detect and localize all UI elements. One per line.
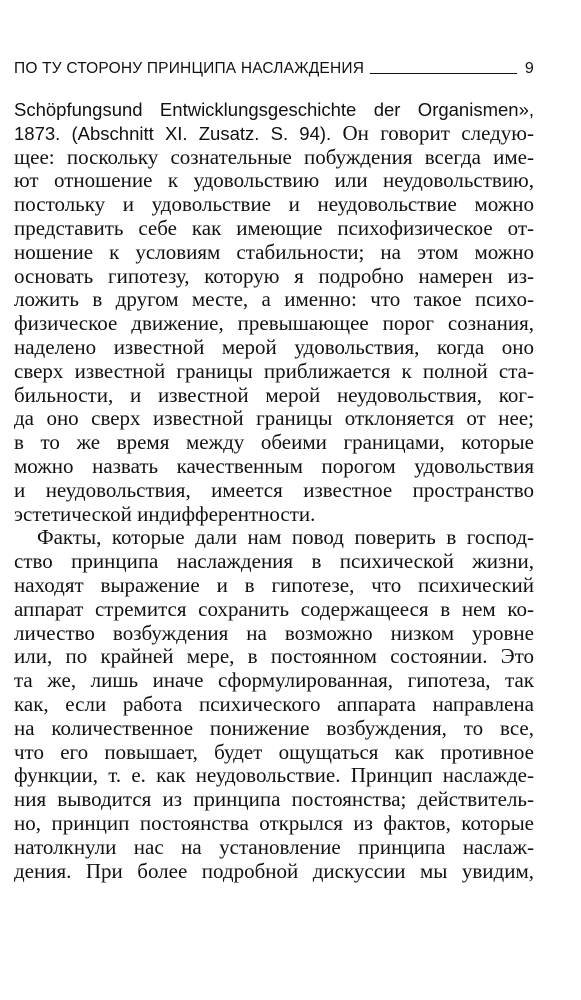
text-line: постольку и удовольствие и неудовольствие можно <box>14 192 534 217</box>
text-line: да оно сверх известной границы отклоняется от нее; <box>14 406 534 431</box>
paragraph-2 <box>14 526 534 883</box>
text-line: наделено известной мерой удовольствия, когда оно <box>14 334 534 359</box>
text-line: ют отношение к удовольствию или неудовольствию, <box>14 168 534 193</box>
text-line <box>14 122 534 146</box>
header-rule <box>370 73 517 74</box>
text-line: натолкнули нас на установление принципа наслаж- <box>14 834 534 859</box>
running-header <box>14 56 534 78</box>
text-line: физическое движение, превышающее порог сознания, <box>14 311 534 336</box>
paragraph-1 <box>14 98 534 526</box>
text-line: Schöpfungsund Entwicklungsgeschichte der Organismen», <box>14 99 534 120</box>
text-line: ношение к условиям стабильности; на этом можно <box>14 239 534 264</box>
text-line: бильности, и известной мерой неудовольствия, ког- <box>14 382 534 407</box>
text-line: или, по крайней мере, в постоянном состоянии. Это <box>14 644 534 669</box>
text-line: но, принцип постоянства открылся из фактов, которые <box>14 810 534 835</box>
text-line: на количественное понижение возбуждения, то все, <box>14 715 534 740</box>
text-line: в то же время между обеими границами, которые <box>14 430 534 455</box>
text-line: представить себе как имеющие психофизическое от- <box>14 215 534 240</box>
text-line: личество возбуждения на возможно низком уровне <box>14 620 534 645</box>
text-line: щее: поскольку сознательные побуждения всегда име- <box>14 144 534 169</box>
text-line: как, если работа психического аппарата направлена <box>14 691 534 716</box>
text-line: аппарат стремится сохранить содержащееся в нем ко- <box>14 596 534 621</box>
text-line: эстетической индифферентности. <box>14 501 316 526</box>
text-line: дения. При более подробной дискуссии мы увидим, <box>14 858 534 883</box>
citation-text: 1873. (Abschnitt XI. Zusatz. S. 94). <box>14 122 332 144</box>
text-line: функции, т. е. как неудовольствие. Принцип наслажде- <box>14 763 534 788</box>
text-line: та же, лишь иначе сформулированная, гипотеза, так <box>14 668 534 693</box>
text-line: сверх известной границы приближается к полной ста- <box>14 358 534 383</box>
text-line: ния выводится из принципа постоянства; действитель- <box>14 787 534 812</box>
text-line: ство принципа наслаждения в психической жизни, <box>14 549 534 574</box>
text-line: и неудовольствия, имеется известное пространство <box>14 477 534 502</box>
text-line: можно назвать качественным порогом удовольствия <box>14 453 534 478</box>
text-line: что его повышает, будет ощущаться как противное <box>14 739 534 764</box>
page-number: 9 <box>524 60 534 77</box>
text-line: находят выражение и в гипотезе, что психический <box>14 572 534 597</box>
text-line: ложить в другом месте, а именно: что такое психо- <box>14 287 534 312</box>
text-line: Факты, которые дали нам повод поверить в господ- <box>37 525 534 550</box>
running-title: ПО ТУ СТОРОНУ ПРИНЦИПА НАСЛАЖДЕНИЯ <box>14 60 365 77</box>
body-text <box>14 98 534 883</box>
text-line: основать гипотезу, которую я подробно намерен из- <box>14 263 534 288</box>
text-fragment: Он говорит следую- <box>331 120 534 145</box>
